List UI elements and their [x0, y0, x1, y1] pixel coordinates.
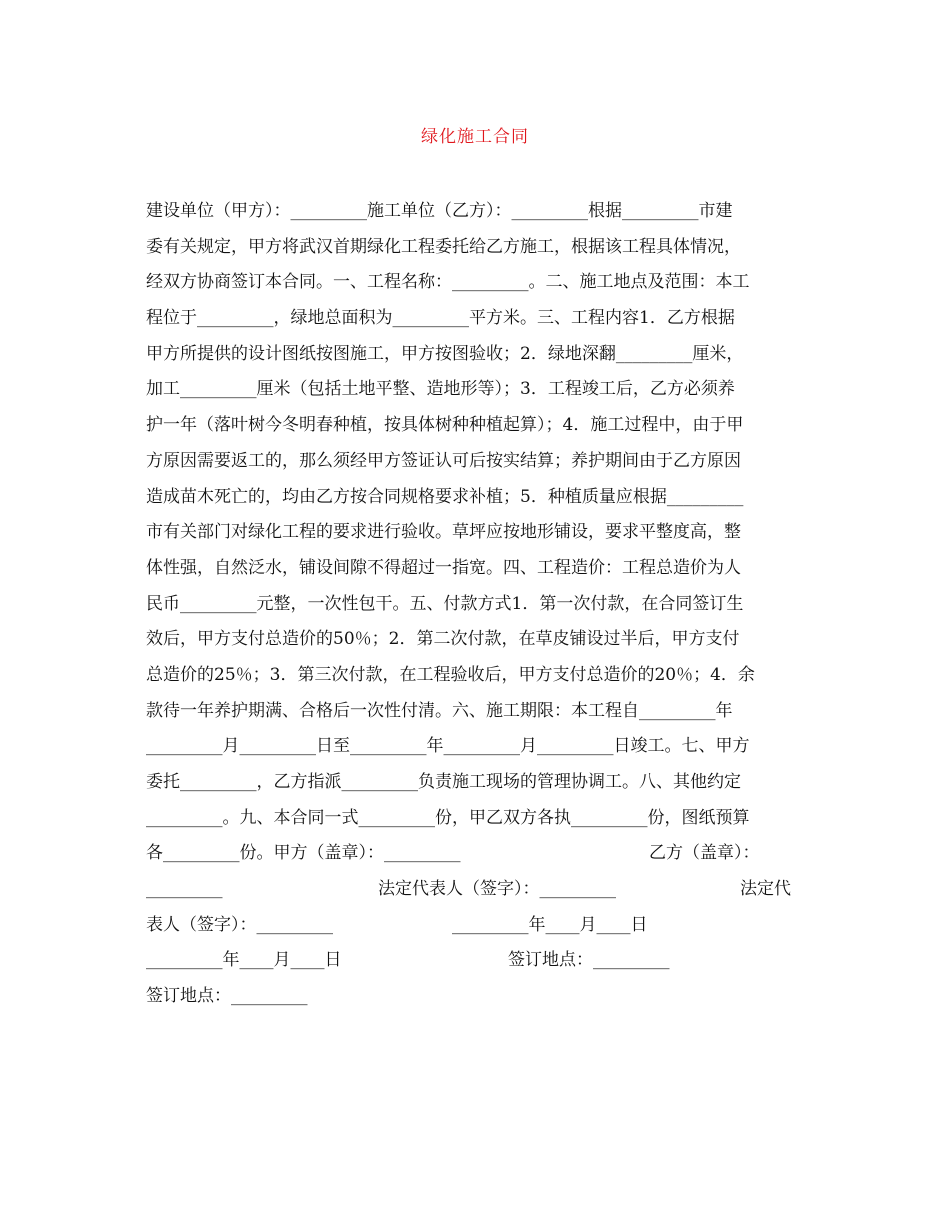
body-line: 甲方所提供的设计图纸按图施工，甲方按图验收；2．绿地深翻_________厘米， — [146, 343, 744, 364]
body-line: 加工_________厘米（包括土地平整、造地形等）；3．工程竣工后，乙方必须养 — [146, 379, 735, 400]
body-line: 造成苗木死亡的，均由乙方按合同规格要求补植；5．种植质量应根据_________ — [146, 486, 744, 507]
party-a-seal-blank: _________ — [146, 879, 223, 900]
signature-row-place — [146, 979, 806, 1015]
signature-row-dates-a — [146, 908, 806, 944]
body-line: 效后，甲方支付总造价的50％；2．第二次付款，在草皮铺设过半后，甲方支付 — [146, 629, 740, 650]
body-line: 委有关规定，甲方将武汉首期绿化工程委托给乙方施工，根据该工程具体情况， — [146, 236, 741, 257]
body-line: 总造价的25％；3．第三次付款，在工程验收后，甲方支付总造价的20％；4．余 — [146, 664, 755, 685]
party-b-representative-start: 法定代 — [740, 879, 791, 900]
body-line: 体性强，自然泛水，铺设间隙不得超过一指宽。四、工程造价：工程总造价为人 — [146, 557, 741, 578]
party-b-seal: 乙方（盖章）： — [649, 843, 760, 864]
party-a-seal: 各_________份。甲方（盖章）：_________ — [146, 843, 461, 864]
party-a-signing-place: 签订地点：_________ — [508, 950, 670, 971]
body-line: 市有关部门对绿化工程的要求进行验收。草坪应按地形铺设，要求平整度高，整 — [146, 522, 741, 543]
body-line: 护一年（落叶树今冬明春种植，按具体树种种植起算）；4．施工过程中，由于甲 — [146, 415, 744, 436]
body-line: 程位于_________，绿地总面积为_________平方米。三、工程内容1．乙方根据 — [146, 308, 735, 329]
party-a-representative: 法定代表人（签字）：_________ — [378, 879, 616, 900]
signature-row-representatives — [146, 872, 806, 908]
party-b-signing-place: 签订地点：_________ — [146, 986, 308, 1007]
party-b-date: _________年____月____日 — [146, 950, 342, 971]
document-title: 绿化施工合同 — [421, 127, 529, 147]
body-line: 方原因需要返工的，那么须经甲方签证认可后按实结算；养护期间由于乙方原因 — [146, 450, 741, 471]
party-a-date: _________年____月____日 — [452, 914, 648, 935]
body-line: 建设单位（甲方）：_________施工单位（乙方）：_________根据_________市建 — [146, 201, 733, 221]
body-line: _________月_________日至_________年_________月_________日竣工。七、甲方 — [146, 736, 750, 757]
body-line: _________。九、本合同一式_________份，甲乙双方各执_________份，图纸预算 — [146, 807, 750, 828]
body-line: 民币_________元整，一次性包干。五、付款方式1．第一次付款，在合同签订生 — [146, 593, 744, 614]
signature-row-dates-b — [146, 943, 806, 979]
contract-body — [146, 194, 806, 1015]
signature-row-party-seals — [146, 836, 806, 872]
body-line: 委托_________，乙方指派_________负责施工现场的管理协调工。八、其他约定 — [146, 772, 741, 792]
party-b-representative-end: 表人（签字）：_________ — [146, 914, 333, 935]
body-line: 款待一年养护期满、合格后一次性付清。六、施工期限：本工程自_________年 — [146, 700, 733, 721]
body-line: 经双方协商签订本合同。一、工程名称：_________。二、施工地点及范围：本工 — [146, 272, 750, 293]
